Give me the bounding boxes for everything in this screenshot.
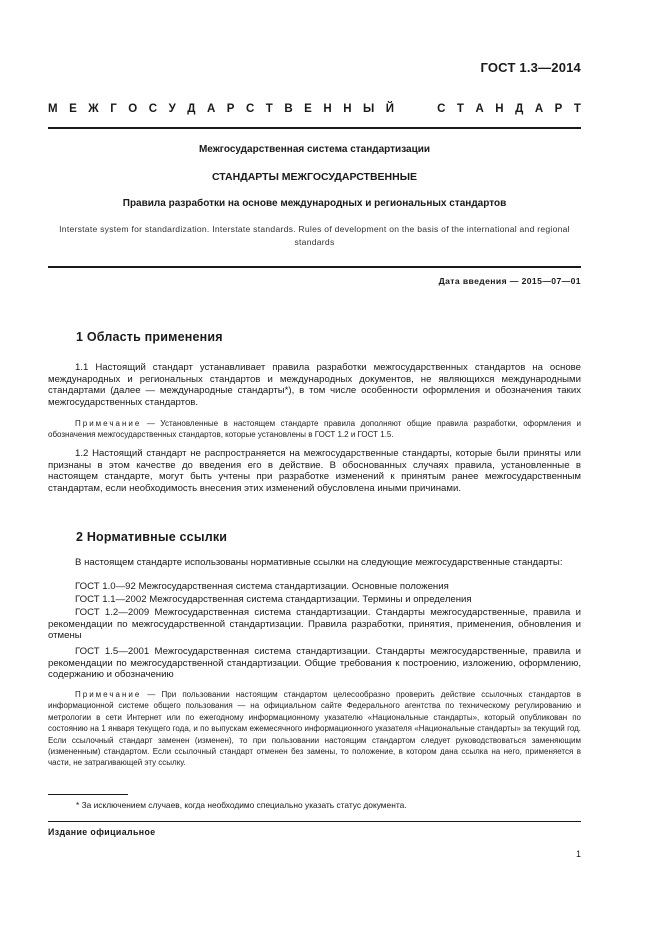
note-2 — [48, 689, 581, 769]
references-intro: В настоящем стандарте использованы нормативные ссылки на следующие межгосударственные стандарты: — [75, 557, 563, 568]
banner-letter: Й — [385, 103, 395, 115]
banner-gap — [406, 103, 426, 115]
standards-title: СТАНДАРТЫ МЕЖГОСУДАРСТВЕННЫЕ — [211, 171, 418, 183]
document-code: ГОСТ 1.3—2014 — [480, 60, 581, 75]
page-number: 1 — [575, 849, 581, 859]
banner-letter: Н — [323, 103, 332, 115]
english-title: Interstate system for standardization. Interstate standards. Rules of development on the basis of the international and regional standards — [59, 224, 570, 247]
banner-letter: Д — [515, 103, 524, 115]
reference-item: ГОСТ 1.5—2001 Межгосударственная система стандартизации. Стандарты межгосударственные, правила и рекомендации по межгосударственной стандартизации. Общие требования к построению, изложению, оформлению, содержанию и обозначению — [48, 646, 581, 681]
banner-letter: Р — [554, 103, 563, 115]
banner-letter: Д — [187, 103, 196, 115]
footer-divider — [48, 821, 581, 822]
clause-1-2: 1.2 Настоящий стандарт не распространяется на межгосударственные стандарты, которые были приняты или признаны в этом качестве до введения его в действие. В обоснованных случаях правила, установленные в настоящем стандарте, могут быть учтены при разработке изменений к принятым ранее межгосударственным стандартам, если необходимость внесения этих изменений обусловлена иными причинами. — [48, 448, 581, 494]
banner-letter: А — [206, 103, 216, 115]
note-label: Примечание — [75, 419, 142, 428]
banner-letter: Н — [495, 103, 504, 115]
reference-item: ГОСТ 1.2—2009 Межгосударственная система стандартизации. Стандарты межгосударственные, правила и рекомендации по межгосударственной стандартизации. Правила разработки, принятия, применения, обновления и отмены — [48, 607, 581, 642]
banner-letter: Т — [456, 103, 464, 115]
footnote-divider — [48, 794, 128, 795]
rules-title: Правила разработки на основе международных и региональных стандартов — [122, 198, 507, 209]
banner-letter: Т — [573, 103, 581, 115]
banner-letter: С — [245, 103, 255, 115]
note-1 — [48, 418, 581, 441]
title-divider — [48, 266, 581, 268]
banner-letter: Г — [110, 103, 117, 115]
banner-letter: М — [48, 103, 58, 115]
banner-letter: Е — [69, 103, 77, 115]
banner-letter: Т — [265, 103, 273, 115]
banner-letter: Ж — [88, 103, 99, 115]
banner-letter: В — [284, 103, 293, 115]
reference-item: ГОСТ 1.0—92 Межгосударственная система стандартизации. Основные положения — [75, 581, 449, 592]
banner-letter: Н — [343, 103, 352, 115]
reference-item: ГОСТ 1.1—2002 Межгосударственная система стандартизации. Термины и определения — [75, 594, 472, 605]
footnote: * За исключением случаев, когда необходимо специально указать статус документа. — [76, 800, 407, 810]
introduction-date: Дата введения — 2015—07—01 — [438, 276, 581, 286]
note-text: — При пользовании настоящим стандартом целесообразно проверить действие ссылочных стандартов в информационной системе общего пользования — на официальном сайте Федерального агентства по техническому регулированию и метрологии в сети Интернет или по ежегодному информационному указателю «Национальные стандарты», который опубликован по состоянию на 1 января текущего года, и по выпускам ежемесячного информационного указателя «Национальные стандарты» за текущий год. Если ссылочный стандарт заменен (изменен), то при пользовании настоящим стандартом следует руководствоваться заменяющим (измененным) стандартом. Если ссылочный стандарт отменен без замены, то положение, в котором дана ссылка на него, применяется в части, не затрагивающей эту ссылку. — [48, 690, 581, 768]
section-1-heading: 1 Область применения — [76, 330, 223, 344]
standard-banner — [48, 103, 581, 115]
top-divider — [48, 127, 581, 129]
banner-letter: А — [475, 103, 484, 115]
banner-letter: Ы — [363, 103, 375, 115]
banner-letter: С — [437, 103, 446, 115]
banner-letter: С — [148, 103, 158, 115]
section-2-heading: 2 Нормативные ссылки — [76, 530, 228, 544]
clause-1-1: 1.1 Настоящий стандарт устанавливает правила разработки межгосударственных стандартов на основе международных и региональных стандартов и международных документов, не являющихся международными стандартами (далее — международные стандарты*), в том числе особенности оформления и обозначения таких межгосударственных стандартов. — [48, 362, 581, 408]
banner-letter: Р — [226, 103, 235, 115]
banner-letter: А — [534, 103, 544, 115]
note-label: Примечание — [75, 690, 142, 699]
banner-letter: О — [128, 103, 138, 115]
banner-letter: У — [168, 103, 176, 115]
system-title: Межгосударственная система стандартизации — [198, 144, 431, 155]
note-text: — Установленные в настоящем стандарте правила дополняют общие правила разработки, оформления и обозначения межгосударственных стандартов, которые установлены в ГОСТ 1.2 и ГОСТ 1.5. — [48, 419, 581, 440]
edition-label: Издание официальное — [48, 827, 156, 837]
banner-letter: Е — [304, 103, 312, 115]
